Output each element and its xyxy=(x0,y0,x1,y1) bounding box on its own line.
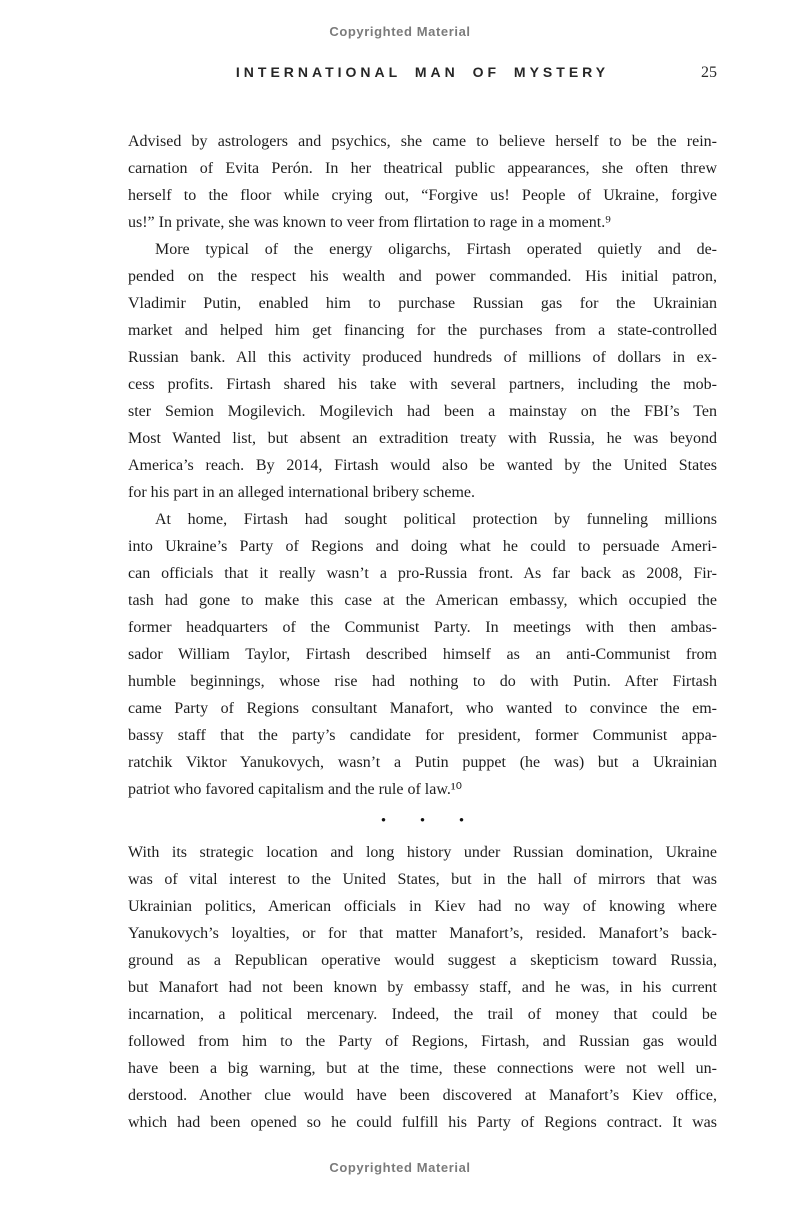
text-line: pended on the respect his wealth and power commanded. His initial patron, xyxy=(128,268,717,285)
chapter-title: INTERNATIONAL MAN OF MYSTERY xyxy=(235,64,610,80)
text-line: patriot who favored capitalism and the rule of law.¹⁰ xyxy=(128,781,463,798)
paragraph xyxy=(128,506,717,803)
text-line: ster Semion Mogilevich. Mogilevich had been a mainstay on the FBI’s Ten xyxy=(128,403,717,420)
text-line: tash had gone to make this case at the American embassy, which occupied the xyxy=(128,592,717,609)
text-line: which had been opened so he could fulfill his Party of Regions contract. It was xyxy=(128,1114,717,1131)
section-break-dots: • • • xyxy=(380,813,465,829)
paragraph xyxy=(128,236,717,506)
text-line: More typical of the energy oligarchs, Firtash operated quietly and de- xyxy=(155,241,717,258)
text-line: sador William Taylor, Firtash described himself as an anti-Communist from xyxy=(128,646,717,663)
text-line: ratchik Viktor Yanukovych, wasn’t a Putin puppet (he was) but a Ukrainian xyxy=(128,754,717,771)
text-line: Yanukovych’s loyalties, or for that matter Manafort’s, resided. Manafort’s back- xyxy=(128,925,717,942)
text-line: With its strategic location and long history under Russian domination, Ukraine xyxy=(128,844,717,861)
text-line: us!” In private, she was known to veer from flirtation to rage in a moment.⁹ xyxy=(128,214,611,231)
text-line: for his part in an alleged international bribery scheme. xyxy=(128,484,475,501)
text-line: have been a big warning, but at the time, these connections were not well un- xyxy=(128,1060,717,1077)
body-text xyxy=(128,128,717,1136)
text-line: followed from him to the Party of Regions, Firtash, and Russian gas would xyxy=(128,1033,717,1050)
text-line: incarnation, a political mercenary. Indeed, the trail of money that could be xyxy=(128,1006,717,1023)
text-line: Advised by astrologers and psychics, she came to believe herself to be the rein- xyxy=(128,133,717,150)
text-line: cess profits. Firtash shared his take with several partners, including the mob- xyxy=(128,376,717,393)
text-line: former headquarters of the Communist Party. In meetings with then ambas- xyxy=(128,619,717,636)
text-line: Most Wanted list, but absent an extradition treaty with Russia, he was beyond xyxy=(128,430,717,447)
text-line: Vladimir Putin, enabled him to purchase Russian gas for the Ukrainian xyxy=(128,295,717,312)
text-line: into Ukraine’s Party of Regions and doing what he could to persuade Ameri- xyxy=(128,538,717,555)
text-line: carnation of Evita Perón. In her theatrical public appearances, she often threw xyxy=(128,160,717,177)
paragraph xyxy=(128,839,717,1136)
page-number: 25 xyxy=(701,64,717,81)
text-line: came Party of Regions consultant Manafort, who wanted to convince the em- xyxy=(128,700,717,717)
text-line: America’s reach. By 2014, Firtash would also be wanted by the United States xyxy=(128,457,717,474)
text-line: humble beginnings, whose rise had nothing to do with Putin. After Firtash xyxy=(128,673,717,690)
text-line: Ukrainian politics, American officials in Kiev had no way of knowing where xyxy=(128,898,717,915)
text-line: but Manafort had not been known by embassy staff, and he was, in his current xyxy=(128,979,717,996)
text-line: bassy staff that the party’s candidate for president, former Communist appa- xyxy=(128,727,717,744)
copyright-notice-top: Copyrighted Material xyxy=(329,24,471,39)
text-line: market and helped him get financing for the purchases from a state-controlled xyxy=(128,322,717,339)
text-line: derstood. Another clue would have been discovered at Manafort’s Kiev office, xyxy=(128,1087,717,1104)
copyright-notice-bottom: Copyrighted Material xyxy=(329,1160,471,1175)
text-line: ground as a Republican operative would suggest a skepticism toward Russia, xyxy=(128,952,717,969)
text-line: Russian bank. All this activity produced hundreds of millions of dollars in ex- xyxy=(128,349,717,366)
paragraph xyxy=(128,128,717,236)
text-line: can officials that it really wasn’t a pro-Russia front. As far back as 2008, Fir- xyxy=(128,565,717,582)
text-line: At home, Firtash had sought political protection by funneling millions xyxy=(155,511,717,528)
text-line: was of vital interest to the United States, but in the hall of mirrors that was xyxy=(128,871,717,888)
running-head xyxy=(128,64,717,86)
text-line: herself to the floor while crying out, “Forgive us! People of Ukraine, forgive xyxy=(128,187,717,204)
